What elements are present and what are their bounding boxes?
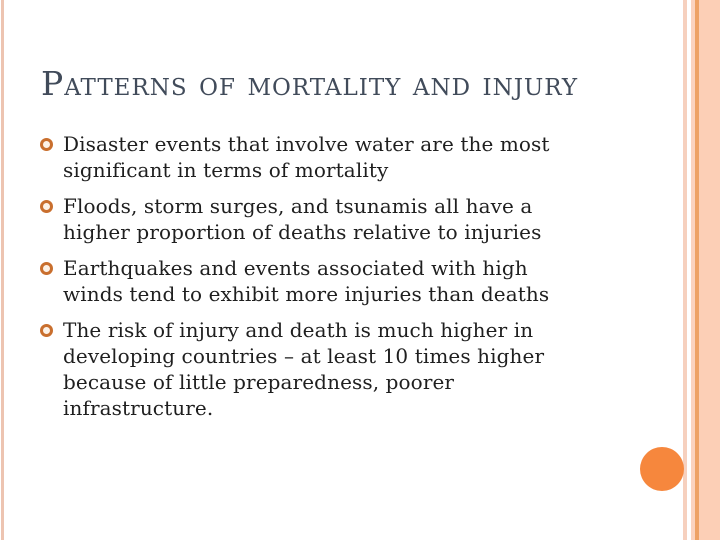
bullet-item	[38, 131, 598, 183]
bullet-ring-icon	[40, 200, 53, 213]
bullet-text	[63, 255, 549, 307]
bullet-text	[63, 193, 541, 245]
accent-circle	[640, 447, 684, 491]
bullet-line: Floods, storm surges, and tsunamis all have a	[63, 194, 533, 218]
right-stripe-band	[699, 0, 720, 540]
bullet-text	[63, 131, 550, 183]
slide-title: Patterns of mortality and injury	[41, 64, 579, 103]
bullet-line: winds tend to exhibit more injuries than deaths	[63, 282, 550, 306]
bullet-item	[38, 193, 598, 245]
left-border-stripe	[1, 0, 4, 540]
bullet-list	[38, 131, 598, 431]
bullet-text	[63, 317, 544, 421]
bullet-line: higher proportion of deaths relative to injuries	[63, 220, 542, 244]
bullet-ring-icon	[40, 324, 53, 337]
bullet-item	[38, 317, 598, 421]
bullet-ring-icon	[40, 138, 53, 151]
bullet-item	[38, 255, 598, 307]
bullet-line: The risk of injury and death is much higher in	[63, 318, 534, 342]
right-stripe-thin-outer	[683, 0, 687, 540]
bullet-line: significant in terms of mortality	[63, 158, 389, 182]
bullet-ring-icon	[40, 262, 53, 275]
bullet-line: Disaster events that involve water are the most	[63, 132, 550, 156]
bullet-line: because of little preparedness, poorer	[63, 370, 455, 394]
bullet-line: developing countries – at least 10 times higher	[63, 344, 545, 368]
bullet-line: Earthquakes and events associated with high	[63, 256, 528, 280]
bullet-line: infrastructure.	[63, 396, 214, 420]
